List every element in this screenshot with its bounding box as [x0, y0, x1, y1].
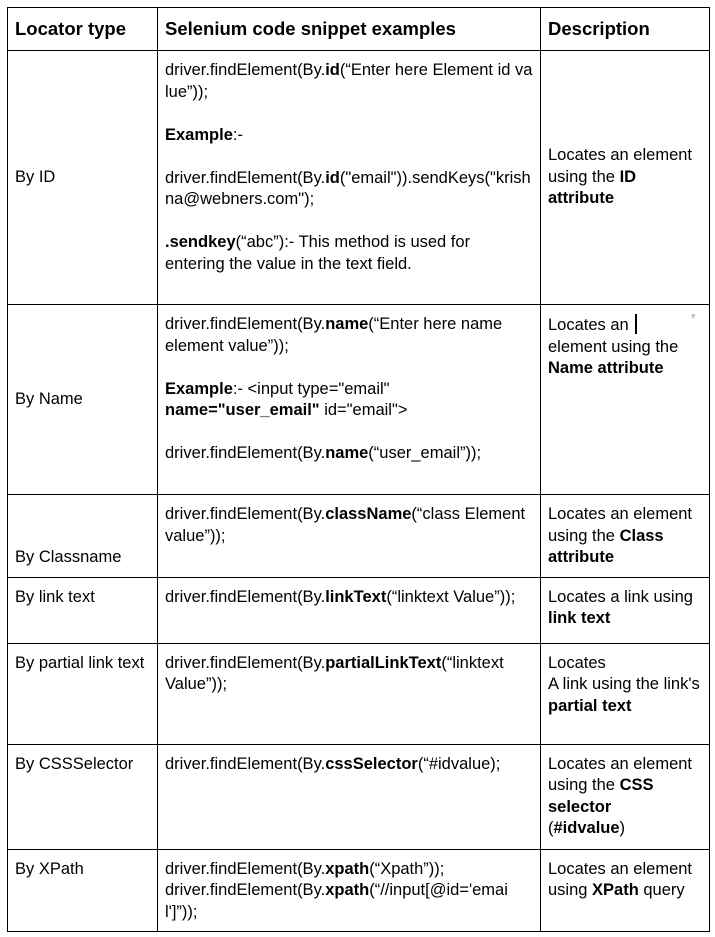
code-line: driver.findElement(By.id("email")).sendKeys("krishna@webners.com");: [165, 168, 531, 208]
header-locator-type: Locator type: [8, 8, 158, 51]
locator-type-cell: By ID: [8, 51, 158, 305]
locator-table: [7, 7, 710, 932]
locator-type-cell: By partial link text: [8, 643, 158, 744]
locator-type-cell: By XPath: [8, 849, 158, 932]
table-row-by-xpath: [8, 849, 710, 932]
table-row-by-name: [8, 305, 710, 495]
description-cell: Locates A link using the link's partial text: [541, 643, 710, 744]
header-code-snippets: Selenium code snippet examples: [158, 8, 541, 51]
table-row-by-css-selector: [8, 744, 710, 849]
table-row-by-id: [8, 51, 710, 305]
header-description: Description: [541, 8, 710, 51]
description-cell: Locates an element using the Class attribute: [541, 495, 710, 578]
cell-dropdown-icon[interactable]: ▾: [691, 311, 696, 321]
locator-type-cell: By link text: [8, 577, 158, 643]
text-cursor: [635, 314, 637, 334]
example-label: Example:-: [165, 125, 243, 144]
description-cell: Locates an element using the ID attribute: [541, 51, 710, 305]
code-line: driver.findElement(By.xpath(“Xpath”));: [165, 859, 445, 878]
locator-type-cell: By Classname: [8, 495, 158, 578]
locator-type-cell: By CSSSelector: [8, 744, 158, 849]
code-cell: driver.findElement(By.className(“class Element value”));: [158, 495, 541, 578]
code-cell: driver.findElement(By.partialLinkText(“linktext Value”));: [158, 643, 541, 744]
code-line: driver.findElement(By.id(“Enter here Element id value”));: [165, 61, 533, 101]
table-row-by-link-text: [8, 577, 710, 643]
table-row-by-partial-link-text: [8, 643, 710, 744]
header-row: [8, 8, 710, 51]
description-cell: Locates an element using XPath query: [541, 849, 710, 932]
description-cell: Locates a link using link text: [541, 577, 710, 643]
code-line: driver.findElement(By.xpath(“//input[@id='email']”));: [165, 881, 508, 921]
description-cell[interactable]: Locates an element using the Name attribute ▾: [541, 305, 710, 495]
example-line: Example:- <input type="email" name="user_email" id="email">: [165, 379, 408, 419]
table-row-by-classname: [8, 495, 710, 578]
code-cell: [158, 305, 541, 495]
code-cell: driver.findElement(By.cssSelector(“#idvalue);: [158, 744, 541, 849]
code-line: driver.findElement(By.name(“Enter here name element value”));: [165, 315, 503, 355]
code-line: driver.findElement(By.name(“user_email”));: [165, 444, 482, 462]
description-cell: Locates an element using the CSS selector (#idvalue): [541, 744, 710, 849]
code-cell: [158, 51, 541, 305]
code-cell: [158, 849, 541, 932]
locator-type-cell: By Name: [8, 305, 158, 495]
code-cell: driver.findElement(By.linkText(“linktext Value”));: [158, 577, 541, 643]
code-note: .sendkey(“abc”):- This method is used for entering the value in the text field.: [165, 233, 471, 273]
